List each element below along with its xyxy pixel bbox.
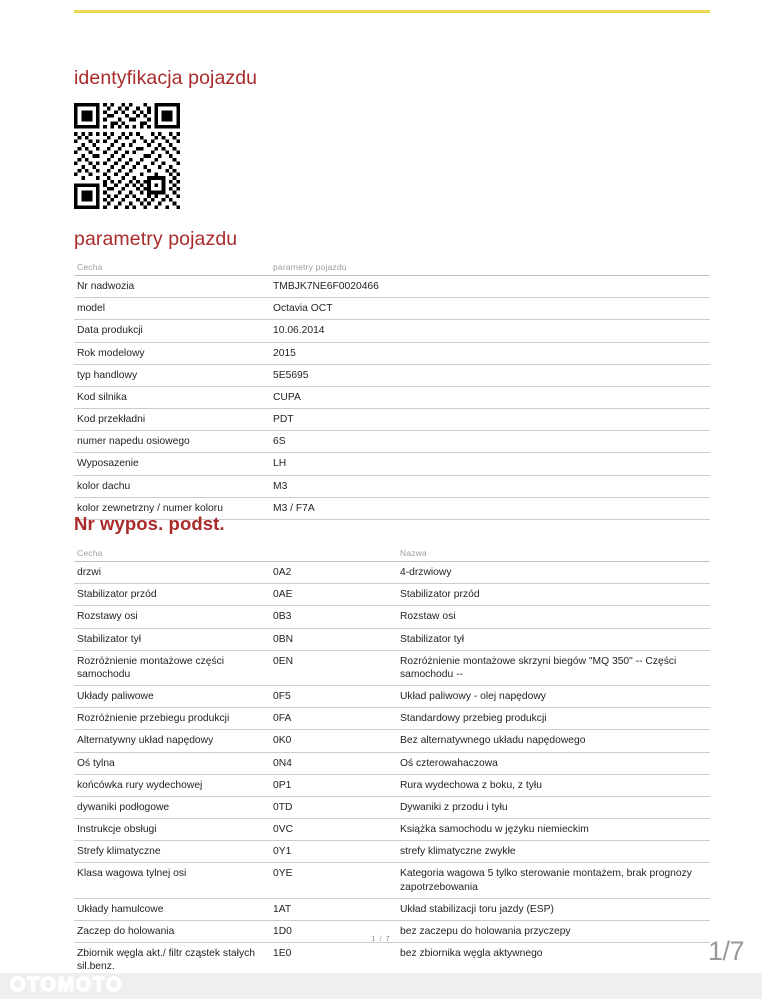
cell-value: 6S [270,431,710,453]
cell-feature: Data produkcji [74,320,270,342]
cell-feature: Nr nadwozia [74,276,270,298]
cell-value: 5E5695 [270,364,710,386]
cell-feature: Oś tylna [74,752,270,774]
cell-feature: Alternatywny układ napędowy [74,730,270,752]
cell-name: Kategoria wagowa 5 tylko sterowanie montażem, brak prognozy zapotrzebowania [397,863,710,898]
col-header-feature: Cecha [74,548,270,562]
cell-feature: Układy paliwowe [74,686,270,708]
cell-feature: Strefy klimatyczne [74,841,270,863]
cell-code: 0AE [270,584,397,606]
cell-feature: numer napedu osiowego [74,431,270,453]
cell-feature: typ handlowy [74,364,270,386]
cell-code: 0B3 [270,606,397,628]
table-row [74,453,710,475]
cell-value: Octavia OCT [270,298,710,320]
cell-value: CUPA [270,386,710,408]
cell-value: M3 [270,475,710,497]
table-row [74,863,710,898]
page-title: identyfikacja pojazdu [74,67,258,89]
cell-name: Stabilizator tył [397,628,710,650]
cell-feature: Rok modelowy [74,342,270,364]
cell-name: Układ paliwowy - olej napędowy [397,686,710,708]
col-header-code [270,548,397,562]
cell-name: Bez alternatywnego układu napędowego [397,730,710,752]
cell-code: 0BN [270,628,397,650]
cell-value: 10.06.2014 [270,320,710,342]
section-title-parameters: parametry pojazdu [74,228,238,250]
cell-code: 0K0 [270,730,397,752]
cell-feature: Rozróżnienie montażowe części samochodu [74,650,270,685]
cell-name: strefy klimatyczne zwykłe [397,841,710,863]
cell-code: 1D0 [270,920,397,942]
cell-name: Rozróżnienie montażowe skrzyni biegów "MQ 350" -- Części samochodu -- [397,650,710,685]
table-row [74,276,710,298]
table-row [74,606,710,628]
cell-feature: Stabilizator przód [74,584,270,606]
cell-feature: drzwi [74,562,270,584]
watermark-strip [0,973,762,999]
table-row [74,796,710,818]
cell-code: 0YE [270,863,397,898]
col-header-feature: Cecha [74,262,270,276]
table-row [74,409,710,431]
cell-code: 1E0 [270,943,397,978]
cell-code: 0P1 [270,774,397,796]
cell-feature: Klasa wagowa tylnej osi [74,863,270,898]
table-row [74,841,710,863]
cell-code: 0TD [270,796,397,818]
cell-feature: Rozróżnienie przebiegu produkcji [74,708,270,730]
cell-feature: kolor dachu [74,475,270,497]
table-row [74,431,710,453]
section-title-equipment: Nr wypos. podst. [74,513,225,534]
footer-page-indicator: 1 / 7 [371,934,391,943]
col-header-name: Nazwa [397,548,710,562]
cell-feature: Rozstawy osi [74,606,270,628]
qr-code-svg [74,103,180,209]
cell-feature: Zaczep do holowania [74,920,270,942]
cell-code: 1AT [270,898,397,920]
cell-code: 0Y1 [270,841,397,863]
cell-value: M3 / F7A [270,497,710,519]
table-row [74,320,710,342]
cell-name: Układ stabilizacji toru jazdy (ESP) [397,898,710,920]
cell-name: Dywaniki z przodu i tyłu [397,796,710,818]
table-row [74,819,710,841]
accent-rule [74,10,710,13]
table-row [74,562,710,584]
cell-name: Książka samochodu w języku niemieckim [397,819,710,841]
cell-name: 4-drzwiowy [397,562,710,584]
cell-feature: Kod przekładni [74,409,270,431]
table-row [74,898,710,920]
cell-name: Stabilizator przód [397,584,710,606]
cell-value: LH [270,453,710,475]
cell-value: PDT [270,409,710,431]
cell-code: 0FA [270,708,397,730]
col-header-value: parametry pojazdu [270,262,710,276]
cell-feature: model [74,298,270,320]
cell-name: Oś czterowahaczowa [397,752,710,774]
cell-code: 0F5 [270,686,397,708]
parameters-table-body [74,276,710,520]
table-row [74,752,710,774]
cell-feature: Kod silnika [74,386,270,408]
cell-feature: Zbiornik węgla akt./ filtr cząstek stałych sil.benz. [74,943,270,978]
equipment-table-head [74,548,710,562]
table-row [74,628,710,650]
cell-feature: Instrukcje obsługi [74,819,270,841]
cell-code: 0A2 [270,562,397,584]
table-header-row [74,262,710,276]
cell-value: TMBJK7NE6F0020466 [270,276,710,298]
cell-feature: kolor zewnetrzny / numer koloru [74,497,270,519]
table-row [74,298,710,320]
table-row [74,774,710,796]
cell-name: Rura wydechowa z boku, z tyłu [397,774,710,796]
cell-code: 0EN [270,650,397,685]
table-row [74,342,710,364]
table-row [74,584,710,606]
cell-name: bez zaczepu do holowania przyczepy [397,920,710,942]
cell-value: 2015 [270,342,710,364]
cell-feature: Wyposazenie [74,453,270,475]
cell-name: bez zbiornika węgla aktywnego [397,943,710,978]
cell-code: 0VC [270,819,397,841]
equipment-table [74,548,710,978]
table-row [74,386,710,408]
table-row [74,475,710,497]
page-number-badge: 1/7 [707,936,744,966]
parameters-table [74,262,710,520]
cell-feature: dywaniki podłogowe [74,796,270,818]
parameters-table-head [74,262,710,276]
cell-feature: Stabilizator tył [74,628,270,650]
table-row [74,730,710,752]
table-row [74,364,710,386]
qr-code-icon [74,103,180,209]
cell-name: Rozstaw osi [397,606,710,628]
cell-name: Standardowy przebieg produkcji [397,708,710,730]
cell-feature: Układy hamulcowe [74,898,270,920]
cell-feature: końcówka rury wydechowej [74,774,270,796]
table-row [74,708,710,730]
table-row [74,686,710,708]
otomoto-watermark: OTOMOTO [10,974,124,996]
table-header-row [74,548,710,562]
table-row [74,650,710,685]
cell-code: 0N4 [270,752,397,774]
equipment-table-body [74,562,710,978]
